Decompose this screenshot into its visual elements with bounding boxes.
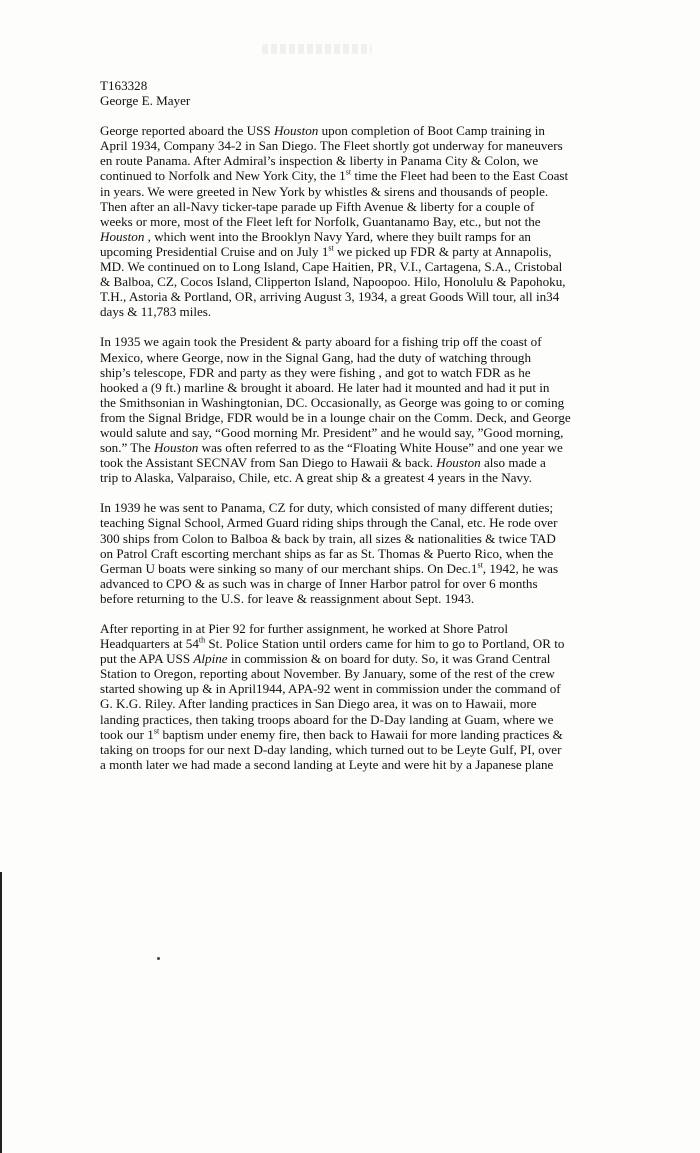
person-name: George E. Mayer [100, 93, 191, 109]
ship-name: Houston [153, 440, 199, 456]
document-header [100, 78, 600, 108]
text-run: , which went into the Brooklyn Navy Yard, where they built ramps for an [144, 228, 531, 244]
text-run: took our 1 [100, 726, 154, 742]
text-line [100, 576, 600, 591]
text-run: would salute and say, “Good morning Mr. President” and he would say, ”Good morning, [100, 424, 564, 440]
text-line [100, 621, 600, 636]
text-line [100, 199, 600, 214]
text-line [100, 440, 600, 455]
text-run: St. Police Station until orders came for him to go to Portland, OR to [205, 636, 565, 652]
text-line [100, 123, 600, 138]
paragraph [100, 621, 600, 772]
text-run: Mexico, where George, now in the Signal Gang, had the duty of watching through [100, 349, 532, 365]
text-run: on Patrol Craft escorting merchant ships as far as St. Thomas & Puerto Rico, when the [100, 545, 554, 561]
text-line [100, 666, 600, 681]
text-run: In 1939 he was sent to Panama, CZ for duty, which consisted of many different duties; [100, 500, 554, 516]
text-run: baptism under enemy fire, then back to Hawaii for more landing practices & [159, 726, 563, 742]
text-line [100, 470, 600, 485]
text-run: George reported aboard the USS [100, 123, 274, 139]
ship-name: Houston [273, 123, 319, 139]
text-line [100, 153, 600, 168]
document-body [100, 78, 600, 772]
text-line [100, 334, 600, 349]
ship-name: Alpine [193, 651, 228, 667]
superscript-text: th [198, 635, 206, 645]
text-run: en route Panama. After Admiral’s inspection & liberty in Panama City & Colon, we [100, 153, 539, 169]
text-run: , 1942, he was [482, 560, 559, 576]
text-run: After reporting in at Pier 92 for further assignment, he worked at Shore Patrol [100, 621, 508, 636]
text-line [100, 229, 600, 244]
text-line [100, 696, 600, 711]
text-run: hooked a (9 ft.) marline & brought it aboard. He later had it mounted and had it put in [100, 379, 550, 395]
text-run: April 1934, Company 34-2 in San Diego. The Fleet shortly got underway for maneuvers [100, 138, 563, 154]
scan-speck [157, 957, 160, 960]
paragraph [100, 334, 600, 485]
text-line [100, 274, 600, 289]
superscript-text: st [477, 560, 483, 570]
text-run: teaching Signal School, Armed Guard riding ships through the Canal, etc. He rode over [100, 515, 558, 531]
text-line [100, 546, 600, 561]
text-run: upon completion of Boot Camp training in [318, 123, 545, 139]
text-run: also made a [480, 455, 546, 471]
text-run: In 1935 we again took the President & party aboard for a fishing trip off the coast of [100, 334, 542, 350]
text-line [100, 636, 600, 651]
text-run: Headquarters at 54 [100, 636, 199, 652]
text-line [100, 500, 600, 515]
paragraph [100, 500, 600, 606]
ship-name: Houston [100, 228, 145, 244]
text-run: before returning to the U.S. for leave & reassignment about Sept. 1943. [100, 590, 475, 606]
text-line [100, 350, 600, 365]
text-line [100, 259, 600, 274]
text-run: German U boats were sinking so many of our merchant ships. On Dec.1 [100, 560, 478, 576]
superscript-text: st [328, 243, 334, 253]
text-run: time the Fleet had been to the East Coast [351, 168, 569, 184]
text-line [100, 727, 600, 742]
text-line [100, 184, 600, 199]
text-run: put the APA USS [100, 651, 194, 667]
text-run: upcoming Presidential Cruise and on July 1 [100, 243, 329, 259]
paragraph [100, 123, 600, 319]
text-run: advanced to CPO & as such was in charge of Inner Harbor patrol for over 6 months [100, 575, 538, 591]
text-run: son.” The [100, 440, 154, 456]
text-run: & Balboa, CZ, Cocos Island, Clipperton Island, Napoopoo. Hilo, Honolulu & Papohoku, [100, 274, 566, 290]
text-run: days & 11,783 miles. [100, 304, 212, 320]
text-line [100, 531, 600, 546]
text-run: MD. We continued on to Long Island, Cape Haitien, PR, V.I., Cartagena, S.A., Cristobal [100, 259, 563, 275]
text-line [100, 561, 600, 576]
text-run: ship’s telescope, FDR and party as they were fishing , and got to watch FDR as he [100, 364, 531, 380]
text-line [100, 289, 600, 304]
text-run: trip to Alaska, Valparaiso, Chile, etc. A great ship & a greatest 4 years in the Navy. [100, 470, 532, 486]
superscript-text: st [345, 168, 352, 178]
text-run: 300 ships from Colon to Balboa & back by train, all sizes & nationalities & twice TAD [100, 530, 556, 546]
text-line [100, 455, 600, 470]
text-line [100, 515, 600, 530]
text-line [100, 304, 600, 319]
text-line [100, 425, 600, 440]
text-line [100, 365, 600, 380]
text-run: in commission & on board for duty. So, it was Grand Central [227, 651, 551, 667]
text-line [100, 712, 600, 727]
text-line [100, 380, 600, 395]
text-line [100, 168, 600, 183]
text-run: a month later we had made a second landing at Leyte and were hit by a Japanese plane [100, 756, 554, 772]
text-line [100, 395, 600, 410]
text-run: took the Assistant SECNAV from San Diego to Hawaii & back. [100, 455, 437, 471]
document-id: T163328 [100, 78, 148, 93]
text-line [100, 244, 600, 259]
text-run: we picked up FDR & party at Annapolis, [333, 243, 552, 259]
text-line [100, 742, 600, 757]
text-run: was often referred to as the “Floating White House” and one year we [198, 440, 563, 456]
faint-bleedthrough-mark [262, 44, 372, 54]
ship-name: Houston [436, 455, 481, 471]
text-run: landing practices, then taking troops aboard for the D-Day landing at Guam, where we [100, 711, 554, 727]
superscript-text: st [153, 726, 160, 736]
text-line [100, 651, 600, 666]
scan-edge-shadow [0, 872, 2, 1153]
text-run: continued to Norfolk and New York City, the 1 [100, 168, 346, 184]
text-run: from the Signal Bridge, FDR would be in a lounge chair on the Comm. Deck, and George [100, 409, 571, 425]
text-line [100, 591, 600, 606]
text-run: started showing up & in April1944, APA-92 went in commission under the command of [100, 681, 561, 697]
text-run: Station to Oregon, reporting about November. By January, some of the rest of the crew [100, 666, 555, 682]
text-run: weeks or more, most of the Fleet left for Norfolk, Guantanamo Bay, etc., but not the [100, 213, 541, 229]
text-line [100, 410, 600, 425]
text-run: taking on troops for our next D-day landing, which turned out to be Leyte Gulf, PI, over [100, 741, 562, 757]
text-run: the Smithsonian in Washingtonian, DC. Occasionally, as George was going to or coming [100, 394, 565, 410]
text-run: in years. We were greeted in New York by whistles & sirens and thousands of people. [100, 183, 549, 199]
text-line [100, 214, 600, 229]
paragraph-list [100, 123, 600, 772]
text-run: Then after an all-Navy ticker-tape parade up Fifth Avenue & liberty for a couple of [100, 198, 535, 214]
text-line [100, 757, 600, 772]
text-line [100, 681, 600, 696]
text-run: T.H., Astoria & Portland, OR, arriving August 3, 1934, a great Goods Will tour, all in34 [100, 289, 560, 305]
text-run: G. K.G. Riley. After landing practices in San Diego area, it was on to Hawaii, more [100, 696, 537, 712]
text-line [100, 138, 600, 153]
